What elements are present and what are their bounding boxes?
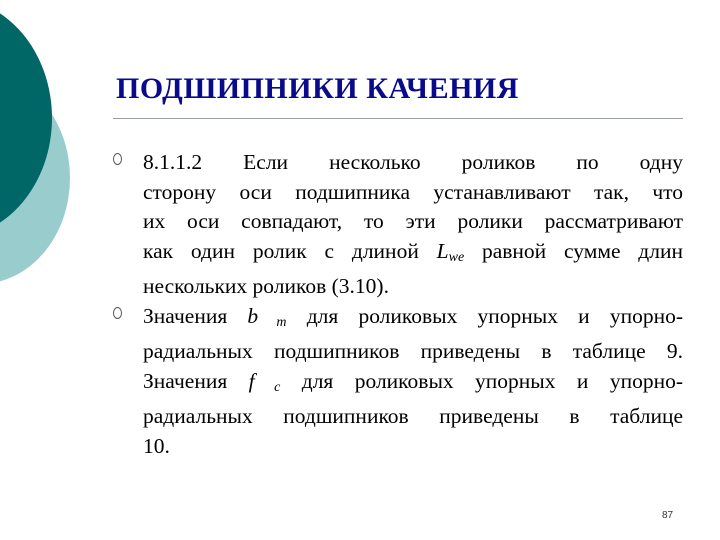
text-line: нескольких роликов (3.10). <box>143 274 389 298</box>
hollow-circle-bullet-icon <box>113 307 122 319</box>
text-line: 8.1.1.2 Если несколько роликов по одну <box>143 150 683 174</box>
variable-b: b <box>247 303 259 328</box>
subscript-m: m <box>258 314 287 330</box>
hollow-circle-bullet-icon <box>113 153 122 165</box>
text-line: Значения f $_c$ для роликовых упорных и упорно- <box>143 368 683 395</box>
bullet-item-table-references <box>113 302 683 462</box>
title-divider <box>113 118 683 119</box>
text-line: сторону оси подшипника устанавливают так, что <box>143 179 683 204</box>
text-line: радиальных подшипников приведены в таблице <box>143 404 683 428</box>
page-number: 87 <box>662 510 674 521</box>
decorative-circles <box>0 0 90 300</box>
text-line: 10. <box>143 433 170 458</box>
variable-L: L <box>436 238 449 263</box>
text-line: радиальных подшипников приведены в таблице 9. <box>143 339 683 363</box>
text-line: как один ролик с длиной $L_{we}$ равной сумме длин <box>143 238 683 265</box>
bullet-item-roller-length <box>113 148 683 302</box>
variable-f: f <box>248 368 255 393</box>
subscript-we: we <box>448 249 465 265</box>
bullet-list <box>113 148 683 461</box>
subscript-c: c <box>254 379 281 395</box>
text-line: Значения b $_m$ для роликовых упорных и упорно- <box>143 303 683 330</box>
slide-title: ПОДШИПНИКИ КАЧЕНИЯ <box>116 72 519 105</box>
text-line: их оси совпадают, то эти ролики рассматривают <box>143 209 683 233</box>
